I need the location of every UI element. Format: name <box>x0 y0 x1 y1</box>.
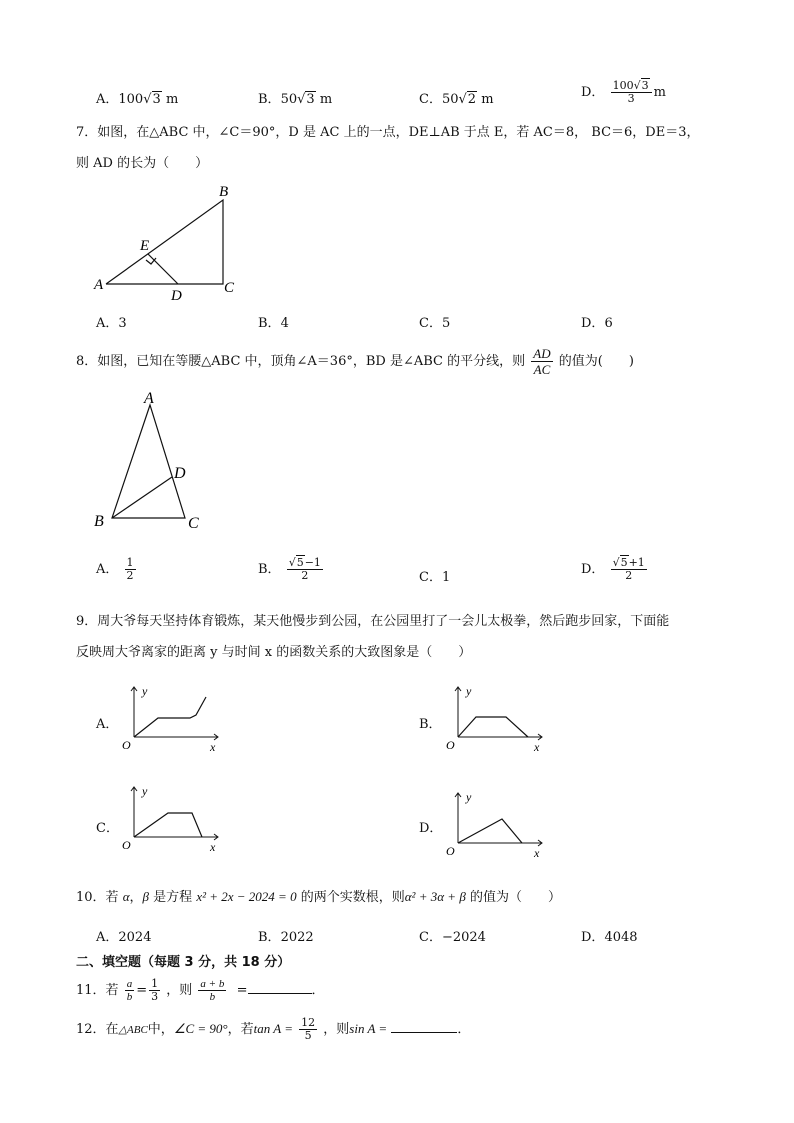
q9-option-b-label: B． <box>419 717 442 732</box>
q11-answer-blank[interactable] <box>248 993 312 994</box>
q8-segment-bd <box>112 477 172 518</box>
q7-stem-line2: 则 AD 的长为（ ） <box>76 156 209 171</box>
q8-triangle-abc <box>112 405 185 518</box>
q9-graph-d-curve <box>458 819 522 843</box>
q10-option-c: C．−2024 <box>419 930 486 945</box>
q9-graph-d <box>442 789 552 861</box>
q8-option-b: B． $\frac{√5-1}{2}$ <box>258 556 321 582</box>
q10-equation: x² + 2x − 2024 = 0 <box>196 889 297 904</box>
q6-option-d: D． $\frac{100√3}{3}$ m <box>581 79 666 105</box>
q12-answer-blank[interactable] <box>391 1032 457 1033</box>
svg-text:x: x <box>534 740 540 754</box>
q7-segment-de <box>148 254 178 284</box>
q9-graph-c-curve <box>134 813 202 837</box>
q8-stem: 8．如图，已知在等腰△ABC 中，顶角∠A＝36°，BD 是∠ABC 的平分线，则 $\frac{AD}{AC}$ 的值为( ) <box>76 346 634 377</box>
q7-option-c: C．5 <box>419 316 451 331</box>
q9-graph-b <box>442 683 552 755</box>
q8-label-b: B <box>94 513 104 530</box>
q7-label-c: C <box>224 280 235 296</box>
q9-graph-c <box>118 783 228 855</box>
q9-option-a-label: A． <box>96 717 119 732</box>
svg-text:x: x <box>534 846 540 860</box>
q10-option-d: D．4048 <box>581 930 638 945</box>
svg-text:x: x <box>210 740 216 754</box>
q7-label-d: D <box>171 288 182 303</box>
svg-text:y: y <box>466 790 472 804</box>
q7-option-d: D．6 <box>581 316 613 331</box>
q12-stem: 12．在△ABC中，∠C = 90°，若tan A = $\frac{12}{5}$ ，则sin A = ． <box>76 1016 471 1042</box>
q9-stem-line1: 9．周大爷每天坚持体育锻炼，某天他慢步到公园，在公园里打了一会儿太极拳，然后跑步回家，下面能 <box>76 614 670 629</box>
q8-option-a: A． $\frac{1}{2}$ <box>96 556 134 582</box>
svg-text:O: O <box>446 844 455 858</box>
q9-graph-a <box>118 683 228 755</box>
svg-text:x: x <box>210 840 216 854</box>
q7-triangle-abc <box>106 200 223 284</box>
q8-figure <box>88 385 213 535</box>
q7-label-a: A <box>94 277 104 293</box>
q9-graph-b-curve <box>458 717 528 737</box>
q10-stem: 10．若 α，β 是方程 x² + 2x − 2024 = 0 的两个实数根，则α² + 3α + β 的值为（ ） <box>76 889 561 905</box>
q7-option-b: B．4 <box>258 316 289 331</box>
q9-option-c-label: C． <box>96 821 119 836</box>
q8-label-a: A <box>144 390 154 407</box>
q11-stem: 11．若 $\frac{a}{b}$ = $\frac{1}{3}$ ，则 $\frac{a + b}{b}$ = ． <box>76 977 325 1003</box>
q9-graph-a-curve <box>134 697 206 737</box>
q9-option-d-label: D． <box>419 821 443 836</box>
q7-option-a: A．3 <box>96 316 127 331</box>
q7-figure <box>88 178 248 303</box>
q8-option-c: C．1 <box>419 570 451 585</box>
svg-text:O: O <box>122 738 131 752</box>
svg-text:O: O <box>122 838 131 852</box>
svg-text:y: y <box>466 684 472 698</box>
q10-expression: α² + 3α + β <box>404 889 466 904</box>
q6-option-c: C．50√2 m <box>419 92 494 107</box>
q9-stem-line2: 反映周大爷离家的距离 y 与时间 x 的函数关系的大致图象是（ ） <box>76 645 472 660</box>
q7-label-e: E <box>140 238 150 254</box>
svg-text:y: y <box>142 784 148 798</box>
section-title-fill-in: 二、填空题（每题 3 分，共 18 分） <box>76 955 291 970</box>
q8-ratio-fraction: $\frac{AD}{AC}$ <box>533 346 551 377</box>
q8-label-c: C <box>188 515 199 532</box>
q6-option-d-fraction: $\frac{100√3}{3}$ <box>611 80 652 105</box>
q6-option-b: B．50√3 m <box>258 92 333 107</box>
q7-label-b: B <box>219 184 229 200</box>
svg-text:O: O <box>446 738 455 752</box>
q7-stem-line1: 7．如图，在△ABC 中，∠C＝90°，D 是 AC 上的一点，DE⊥AB 于点 E，若 AC＝8， BC＝6，DE＝3， <box>76 125 700 140</box>
q10-option-a: A．2024 <box>96 930 152 945</box>
svg-text:y: y <box>142 684 148 698</box>
q8-label-d: D <box>174 465 186 482</box>
q10-option-b: B．2022 <box>258 930 314 945</box>
q8-option-d: D． $\frac{√5+1}{2}$ <box>581 556 645 582</box>
q6-option-a: A．100√3 m <box>96 92 179 107</box>
